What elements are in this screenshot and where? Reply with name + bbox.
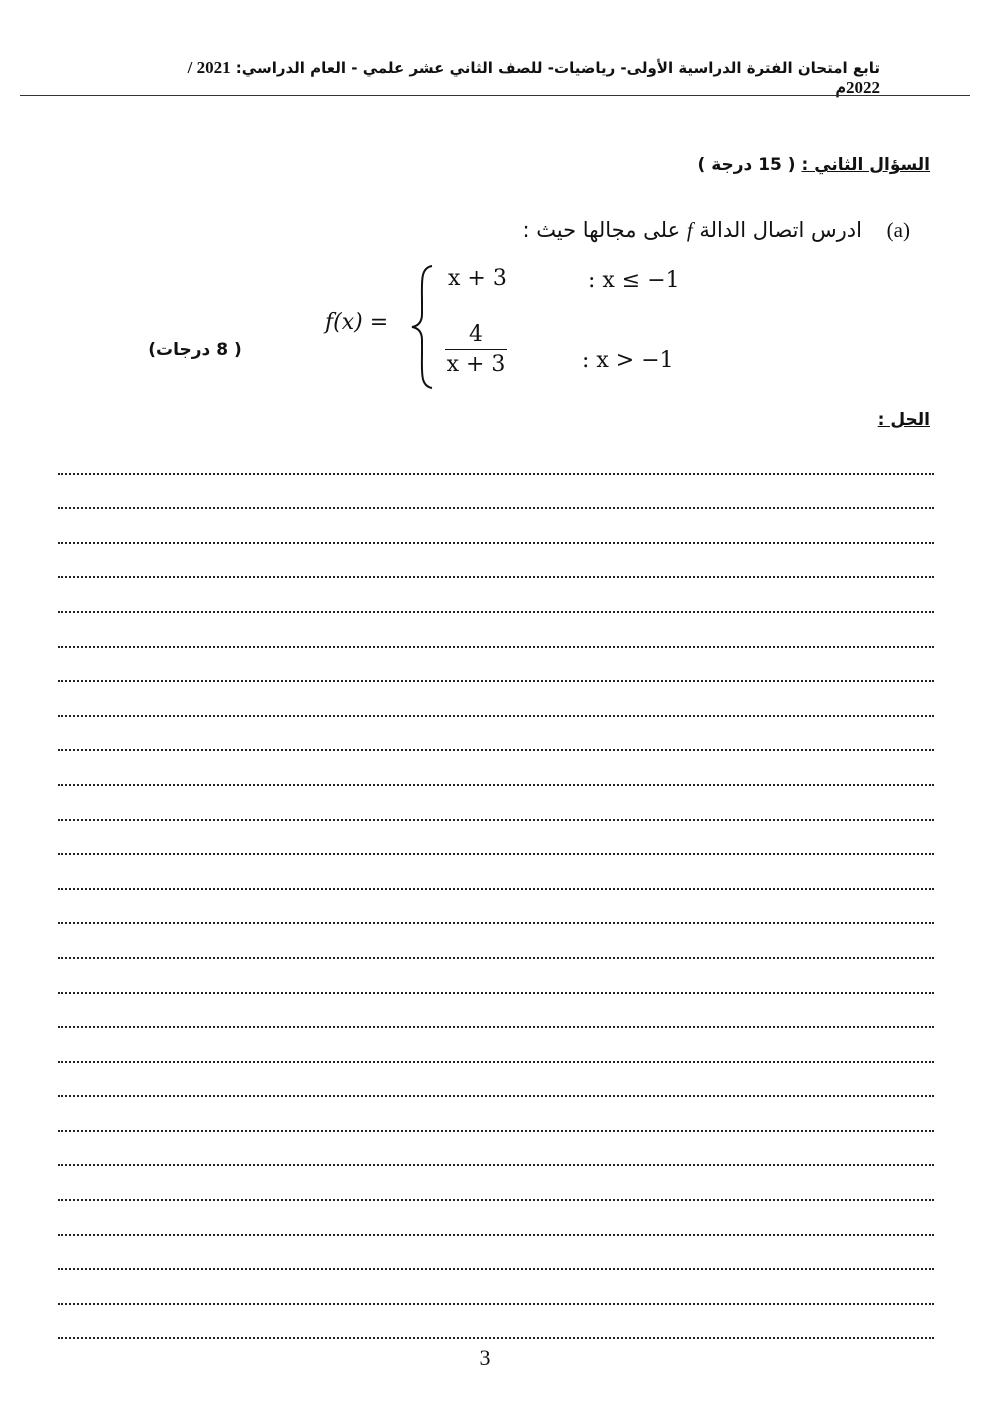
piece2-numerator: 4 bbox=[445, 322, 507, 350]
answer-line bbox=[58, 475, 934, 510]
answer-line bbox=[58, 648, 934, 683]
answer-line bbox=[58, 890, 934, 925]
header-year: 2021 / 2022م bbox=[187, 58, 880, 97]
answer-line bbox=[58, 1166, 934, 1201]
answer-line bbox=[58, 1097, 934, 1132]
equation-lhs: f(x) = bbox=[325, 310, 389, 335]
part-a-function-name: f bbox=[686, 218, 693, 242]
piece2-denominator: x + 3 bbox=[446, 352, 506, 377]
piece1-condition: : x ≤ −1 bbox=[588, 268, 680, 293]
answer-line bbox=[58, 682, 934, 717]
question-points: ( 15 درجة ) bbox=[697, 155, 796, 175]
answer-line bbox=[58, 1063, 934, 1098]
piece2-fraction bbox=[445, 322, 507, 377]
answer-line bbox=[58, 994, 934, 1029]
answer-lines bbox=[58, 440, 934, 1339]
answer-line bbox=[58, 1028, 934, 1063]
page-number: 3 bbox=[479, 1345, 491, 1370]
answer-line bbox=[58, 1236, 934, 1271]
part-a-label: (a) bbox=[886, 218, 910, 242]
answer-line bbox=[58, 751, 934, 786]
answer-line bbox=[58, 717, 934, 752]
answer-line bbox=[58, 509, 934, 544]
header-rule bbox=[20, 95, 970, 96]
part-a-prompt bbox=[430, 218, 910, 243]
part-a-text-after: على مجالها حيث : bbox=[522, 218, 681, 242]
answer-line bbox=[58, 440, 934, 475]
piece2-condition: : x > −1 bbox=[582, 348, 674, 373]
answer-line bbox=[58, 924, 934, 959]
answer-line bbox=[58, 959, 934, 994]
answer-line bbox=[58, 1270, 934, 1305]
answer-line bbox=[58, 544, 934, 579]
part-a-text-before: ادرس اتصال الدالة bbox=[699, 218, 862, 242]
answer-line bbox=[58, 613, 934, 648]
piece1-expression: x + 3 bbox=[448, 266, 507, 291]
answer-line bbox=[58, 821, 934, 856]
part-a-marks: ( 8 درجات) bbox=[148, 340, 242, 360]
question-title bbox=[600, 155, 930, 175]
answer-line bbox=[58, 578, 934, 613]
question-label: السؤال الثاني : bbox=[801, 155, 930, 175]
left-brace bbox=[408, 262, 438, 392]
answer-line bbox=[58, 786, 934, 821]
solution-label: الحل : bbox=[877, 410, 930, 430]
answer-line bbox=[58, 1201, 934, 1236]
answer-line bbox=[58, 855, 934, 890]
header-text: تابع امتحان الفترة الدراسية الأولى- رياضيات- للصف الثاني عشر علمي - العام الدراسي: bbox=[235, 59, 880, 77]
answer-line bbox=[58, 1132, 934, 1167]
piecewise-function bbox=[320, 262, 720, 392]
answer-line bbox=[58, 1305, 934, 1340]
exam-header bbox=[140, 58, 880, 98]
